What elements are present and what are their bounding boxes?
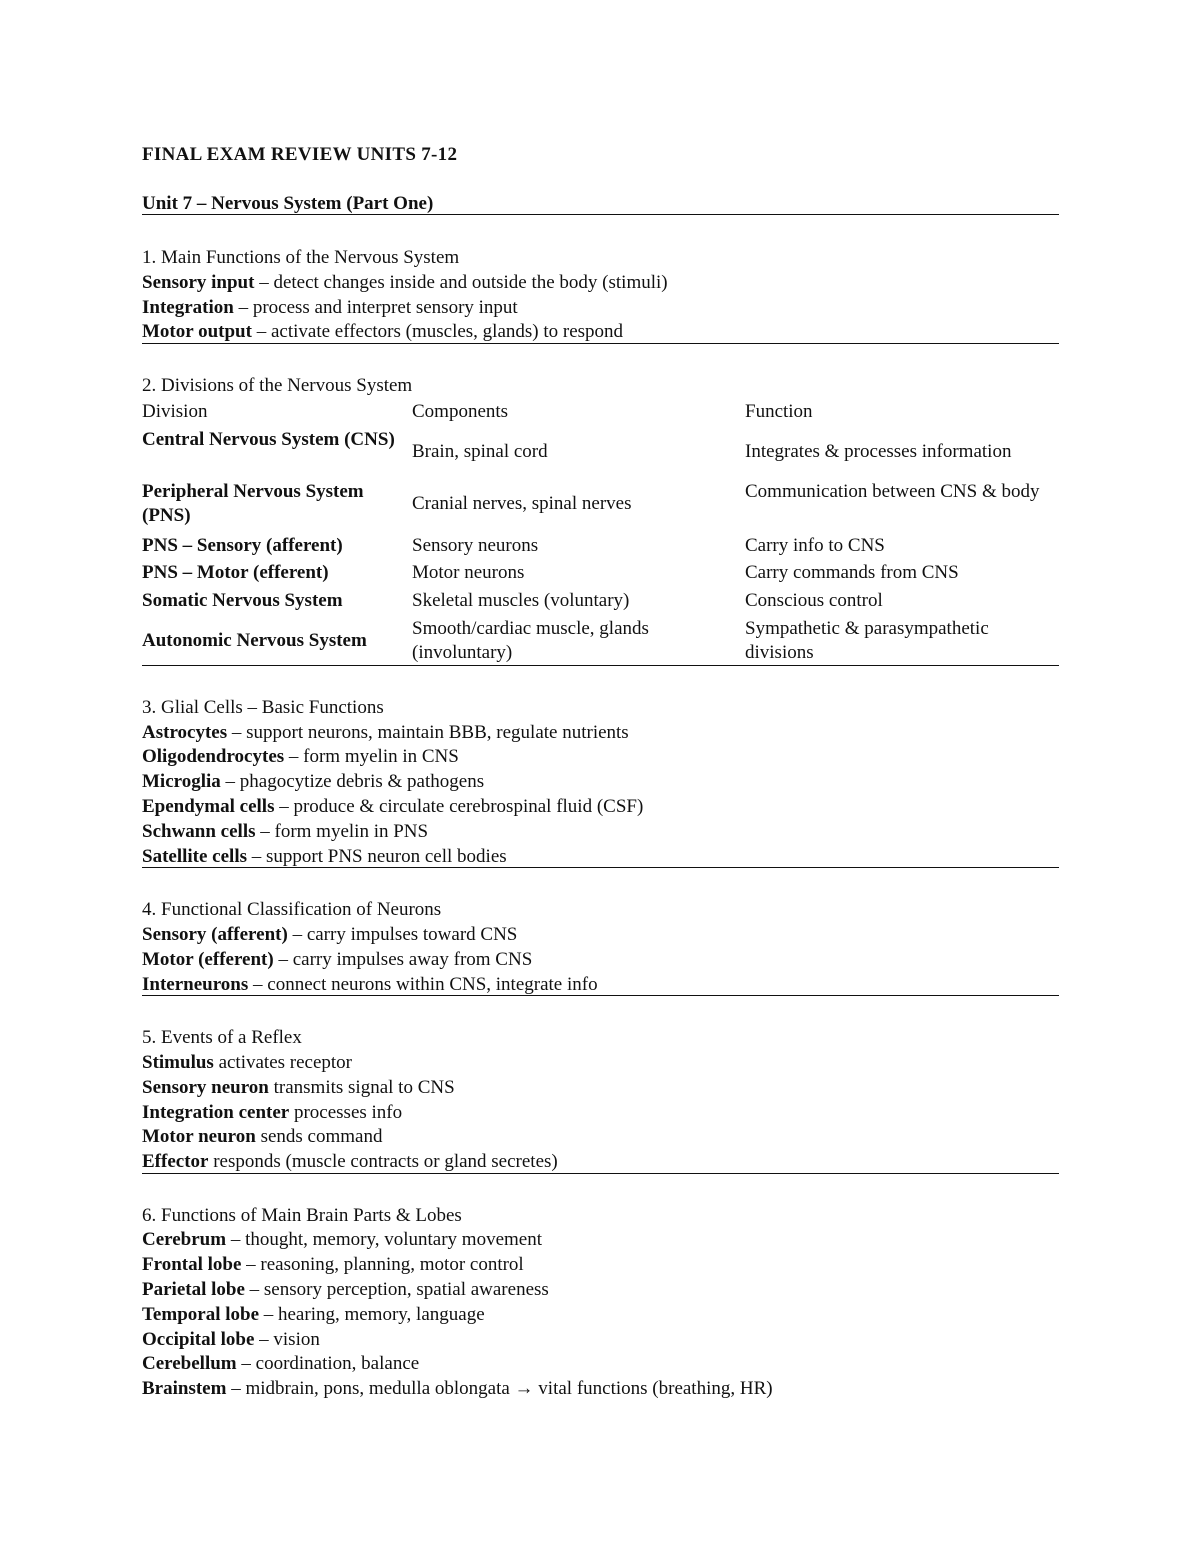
table-cell-function: Sympathetic & parasympathetic divisions xyxy=(745,618,989,663)
term: Sensory input xyxy=(142,272,255,293)
list-item xyxy=(142,1101,1059,1125)
term: Sensory neuron xyxy=(142,1077,269,1098)
definition: – sensory perception, spatial awareness xyxy=(244,1279,549,1300)
definition: – activate effectors (muscles, glands) to respond xyxy=(251,321,624,342)
definition: – form myelin in PNS xyxy=(255,821,429,842)
term: Stimulus xyxy=(142,1052,214,1073)
list-item xyxy=(142,296,1059,320)
list-item xyxy=(142,745,1059,769)
table-cell-division: Autonomic Nervous System xyxy=(142,630,367,651)
table-cell-components: Brain, spinal cord xyxy=(412,441,548,462)
section-divider xyxy=(142,995,1059,996)
definition: – form myelin in CNS xyxy=(284,746,459,767)
term: Microglia xyxy=(142,771,221,792)
table-cell-components: Sensory neurons xyxy=(412,535,539,556)
term: Satellite cells xyxy=(142,846,247,867)
table-cell-function: Conscious control xyxy=(745,590,883,611)
term: Temporal lobe xyxy=(142,1304,259,1325)
list-item xyxy=(142,1228,1059,1252)
table-cell-function: Communication between CNS & body xyxy=(745,481,1040,502)
table-cell-components: Smooth/cardiac muscle, glands (involuntary) xyxy=(412,618,649,663)
definition: – produce & circulate cerebrospinal fluid (CSF) xyxy=(274,796,644,817)
list-item xyxy=(142,1328,1059,1352)
definition: processes info xyxy=(289,1102,403,1123)
table-header-function: Function xyxy=(745,401,813,422)
term: Parietal lobe xyxy=(142,1279,245,1300)
definition: – carry impulses away from CNS xyxy=(273,949,533,970)
section-divider xyxy=(142,1173,1059,1174)
term: Frontal lobe xyxy=(142,1254,242,1275)
table-cell-division: Central Nervous System (CNS) xyxy=(142,429,395,450)
definition: activates receptor xyxy=(213,1052,353,1073)
term: Cerebrum xyxy=(142,1229,227,1250)
list-item xyxy=(142,1377,1059,1401)
definition: – coordination, balance xyxy=(236,1353,420,1374)
term: Motor output xyxy=(142,321,252,342)
list-item xyxy=(142,721,1059,745)
definition: transmits signal to CNS xyxy=(268,1077,455,1098)
unit-title: Unit 7 – Nervous System (Part One) xyxy=(142,193,434,214)
table-cell-function: Integrates & processes information xyxy=(745,441,1012,462)
term: Motor (efferent) xyxy=(142,949,274,970)
list-item xyxy=(142,271,1059,295)
term: Sensory (afferent) xyxy=(142,924,288,945)
table-cell-components: Skeletal muscles (voluntary) xyxy=(412,590,630,611)
definition: – detect changes inside and outside the body (stimuli) xyxy=(254,272,668,293)
section-3-heading: 3. Glial Cells – Basic Functions xyxy=(142,697,384,718)
list-item xyxy=(142,973,1059,997)
table-cell-division: PNS – Sensory (afferent) xyxy=(142,535,343,556)
list-item xyxy=(142,1253,1059,1277)
table-header-division: Division xyxy=(142,401,208,422)
term: Cerebellum xyxy=(142,1353,237,1374)
list-item xyxy=(142,1278,1059,1302)
definition: – support PNS neuron cell bodies xyxy=(247,846,507,867)
list-item xyxy=(142,1150,1059,1174)
list-item xyxy=(142,1076,1059,1100)
document-title: FINAL EXAM REVIEW UNITS 7-12 xyxy=(142,144,458,165)
section-5-heading: 5. Events of a Reflex xyxy=(142,1027,302,1048)
term: Integration xyxy=(142,297,234,318)
list-item xyxy=(142,948,1059,972)
list-item xyxy=(142,770,1059,794)
table-cell-components: Motor neurons xyxy=(412,562,525,583)
section-1-heading: 1. Main Functions of the Nervous System xyxy=(142,247,460,268)
term: Schwann cells xyxy=(142,821,256,842)
list-item xyxy=(142,320,1059,344)
definition: responds (muscle contracts or gland secretes) xyxy=(208,1151,558,1172)
table-cell-function: Carry commands from CNS xyxy=(745,562,959,583)
definition: – connect neurons within CNS, integrate info xyxy=(248,974,598,995)
section-6-heading: 6. Functions of Main Brain Parts & Lobes xyxy=(142,1205,462,1226)
term: Brainstem xyxy=(142,1378,227,1399)
term: Oligodendrocytes xyxy=(142,746,285,767)
table-cell-division: Somatic Nervous System xyxy=(142,590,343,611)
term: Effector xyxy=(142,1151,209,1172)
section-divider xyxy=(142,867,1059,868)
section-2-heading: 2. Divisions of the Nervous System xyxy=(142,375,413,396)
term: Interneurons xyxy=(142,974,249,995)
definition: sends command xyxy=(255,1126,383,1147)
table-cell-components: Cranial nerves, spinal nerves xyxy=(412,493,632,514)
definition: – thought, memory, voluntary movement xyxy=(226,1229,542,1250)
table-cell-division: PNS – Motor (efferent) xyxy=(142,562,329,583)
section-divider xyxy=(142,214,1059,215)
section-divider xyxy=(142,665,1059,666)
definition: – reasoning, planning, motor control xyxy=(241,1254,524,1275)
list-item xyxy=(142,845,1059,869)
list-item xyxy=(142,1352,1059,1376)
table-cell-function: Carry info to CNS xyxy=(745,535,885,556)
definition: – support neurons, maintain BBB, regulate nutrients xyxy=(227,722,629,743)
definition: – carry impulses toward CNS xyxy=(287,924,518,945)
list-item xyxy=(142,1051,1059,1075)
list-item xyxy=(142,1303,1059,1327)
list-item xyxy=(142,795,1059,819)
term: Motor neuron xyxy=(142,1126,256,1147)
list-item xyxy=(142,1125,1059,1149)
list-item xyxy=(142,923,1059,947)
definition: – phagocytize debris & pathogens xyxy=(220,771,485,792)
term: Ependymal cells xyxy=(142,796,275,817)
definition: – vision xyxy=(254,1329,320,1350)
definition: – process and interpret sensory input xyxy=(233,297,518,318)
section-4-heading: 4. Functional Classification of Neurons xyxy=(142,899,442,920)
list-item xyxy=(142,820,1059,844)
term: Occipital lobe xyxy=(142,1329,255,1350)
definition: – midbrain, pons, medulla oblongata → vital functions (breathing, HR) xyxy=(226,1378,773,1399)
term: Astrocytes xyxy=(142,722,228,743)
section-divider xyxy=(142,343,1059,344)
table-cell-division: Peripheral Nervous System (PNS) xyxy=(142,481,364,526)
term: Integration center xyxy=(142,1102,290,1123)
definition: – hearing, memory, language xyxy=(259,1304,485,1325)
table-header-components: Components xyxy=(412,401,509,422)
